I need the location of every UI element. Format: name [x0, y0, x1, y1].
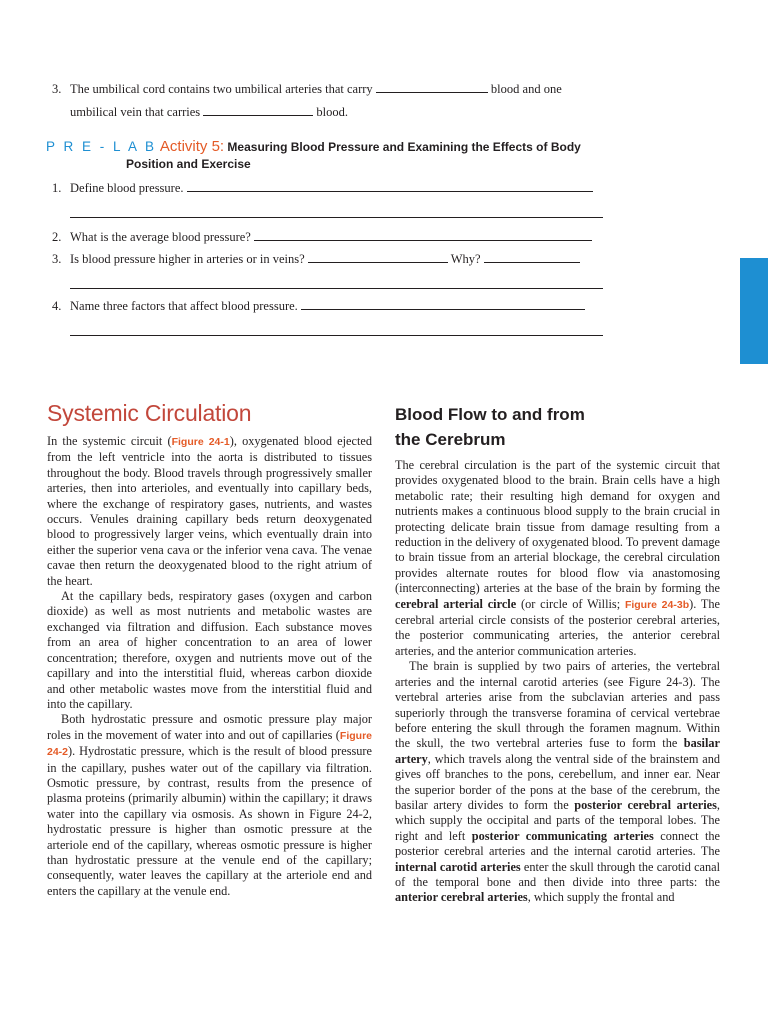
cerebrum-section — [395, 398, 720, 906]
question-1: 1. Define blood pressure. — [52, 180, 593, 196]
question-2: 2. What is the average blood pressure? — [52, 229, 592, 245]
umbilical-question-cont: umbilical vein that carries blood. — [70, 105, 349, 119]
answer-blank[interactable] — [308, 251, 448, 263]
paragraph: In the systemic circuit (Figure 24-1), oxygenated blood ejected from the left ventricle into the aorta is distributed to tissues throughout the body. Blood travels through progressively smaller arteries, then into arterioles, and eventually into capillary beds, where the exchange of respiratory gases, nutrients, and wastes occurs. Venules draining capillary beds return deoxygenated blood to progressively larger veins, which eventually drain into either the superior vena cava or the inferior vena cava. The venae cavae then return the deoxygenated blood to the right atrium of the heart. — [47, 434, 372, 588]
paragraph: Both hydrostatic pressure and osmotic pressure play major roles in the movement of water into and out of capillaries (Figure 24-2). Hydrostatic pressure, which is the result of blood pressure in the capillary, pushes water out of the capillary via filtration. Osmotic pressure, by contrast, results from the presence of plasma proteins (primarily albumin) within the capillary; it draws water into the capillary via osmosis. As shown in Figure 24-2, hydrostatic pressure is higher than osmotic pressure at the arteriole end of the capillary, whereas osmotic pressure is higher than hydrostatic pressure at the venule end of the capillary; consequently, water leaves the capillary at the arteriole end and enters the capillary at the venule end. — [47, 712, 372, 898]
answer-line[interactable] — [70, 217, 603, 218]
answer-blank[interactable] — [376, 81, 488, 93]
answer-line[interactable] — [70, 335, 603, 336]
figure-link[interactable]: Figure 24-2 — [47, 729, 372, 759]
answer-blank[interactable] — [187, 180, 593, 192]
figure-link[interactable]: Figure 24-1 — [171, 436, 230, 448]
section-heading: Systemic Circulation — [47, 400, 252, 426]
paragraph: The cerebral circulation is the part of the systemic circuit that provides oxygenated blood to the brain. Brain cells have a high metabolic rate; their resulting high demand for oxygen and nutrients makes a continuous blood supply to the brain crucial in protecting delicate brain tissue from damage resulting from a reduction in the delivery of oxygenated blood. To prevent damage to brain tissue from an arterial blockage, the cerebral circulation provides alternate routes for blood flow via anastomosing (interconnecting) arteries at the base of the brain by forming the cerebral arterial circle (or circle of Willis; Figure 24-3b). The cerebral arterial circle consists of the posterior cerebral arteries, the posterior communicating arteries, the anterior cerebral arteries, and the anterior communication arteries. — [395, 458, 721, 658]
umbilical-question: 3. The umbilical cord contains two umbilical arteries that carry blood and one — [52, 82, 562, 96]
figure-link[interactable]: Figure 24-3b — [624, 598, 690, 611]
question-3: 3. Is blood pressure higher in arteries or in veins? Why? — [52, 251, 580, 267]
paragraph: At the capillary beds, respiratory gases (oxygen and carbon dioxide) as well as most nutrients and metabolic wastes are exchanged via filtration and diffusion. Each substance moves from an area of higher concentration to an area of lower concentration; therefore, oxygen and nutrients move out of the capillary and into the interstitial fluid, whereas carbon dioxide and other metabolic wastes move from the interstitial fluid and into the capillary. — [47, 589, 372, 711]
answer-blank[interactable] — [203, 104, 313, 116]
question-4: 4. Name three factors that affect blood pressure. — [52, 298, 585, 314]
chapter-tab — [740, 258, 768, 364]
activity-heading: P R E - L A B Activity 5: Measuring Blood Pressure and Examining the Effects of Body Position and Exercise — [46, 138, 581, 171]
answer-blank[interactable] — [484, 251, 580, 263]
answer-blank[interactable] — [301, 298, 585, 310]
section-heading: Blood Flow to and from the Cerebrum — [395, 405, 585, 449]
systemic-circulation-section — [47, 398, 372, 899]
answer-line[interactable] — [70, 288, 603, 289]
paragraph: The brain is supplied by two pairs of arteries, the vertebral arteries and the internal carotid arteries (see Figure 24-3). The vertebral arteries arise from the subclavian arteries and pass superiorly through the transverse foramina of cervical vertebrae before entering the skull through the foramen magnum. Within the skull, the two vertebral arteries fuse to form the basilar artery, which travels along the ventral side of the brainstem and gives off branches to the pons, cerebellum, and inner ear. Near the superior border of the pons at the base of the cerebrum, the basilar artery divides to form the posterior cerebral arteries, which supply the occipital and parts of the temporal lobes. The right and left posterior communicating arteries connect the posterior cerebral arteries and the internal carotid arteries. The internal carotid arteries enter the skull through the carotid canal of the temporal bone and then divide into three parts: the anterior cerebral arteries, which supply the frontal and — [395, 659, 721, 905]
answer-blank[interactable] — [254, 229, 592, 241]
